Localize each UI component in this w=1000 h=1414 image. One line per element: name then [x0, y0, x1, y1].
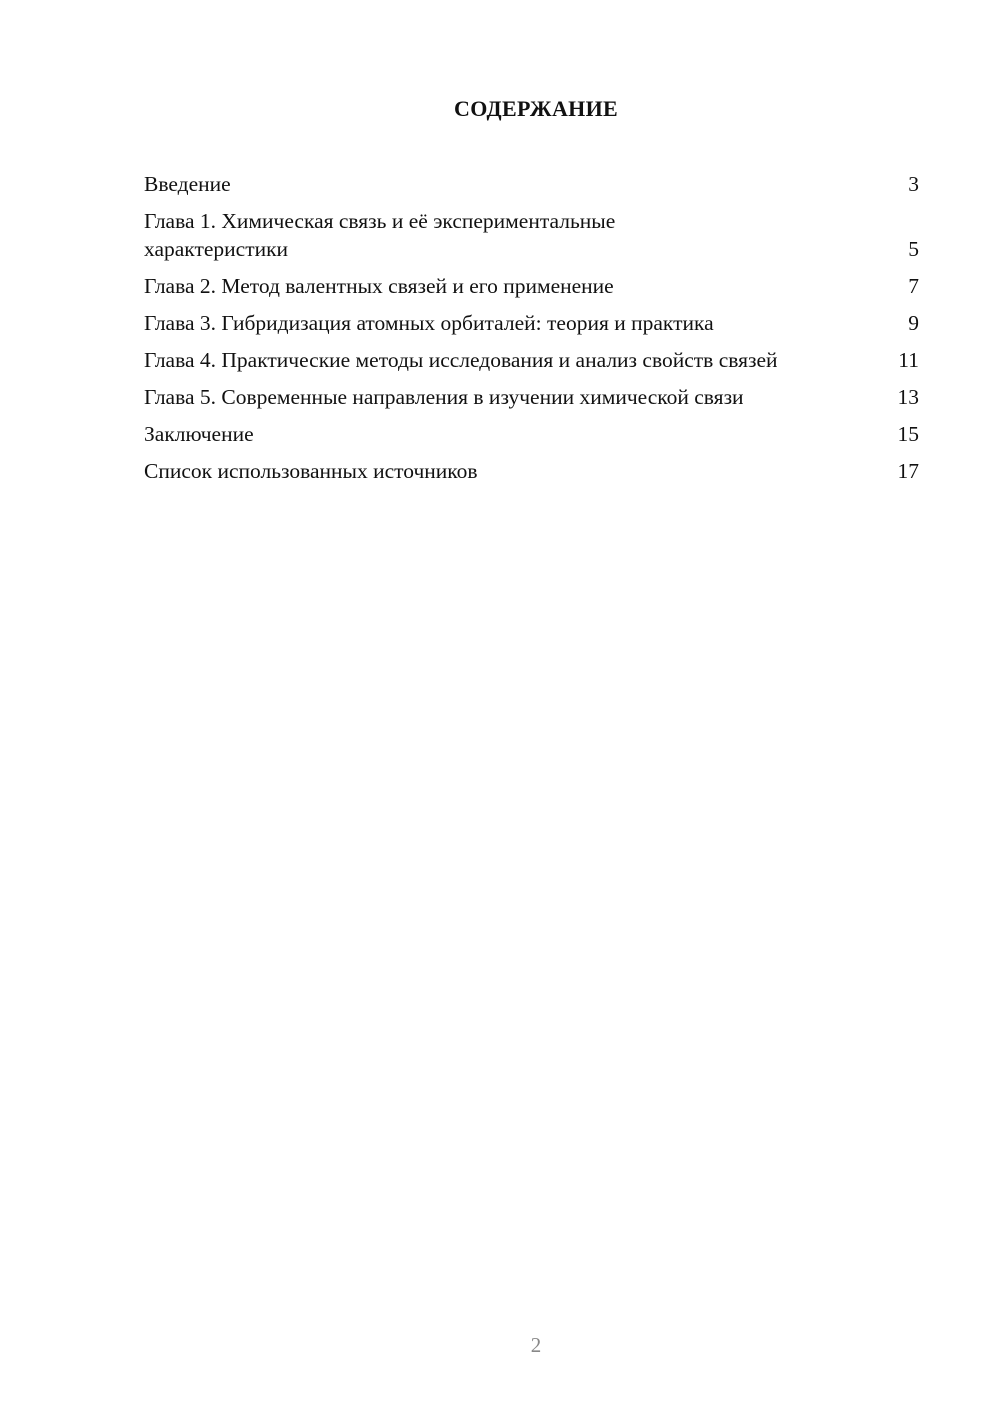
table-of-contents [144, 170, 919, 494]
toc-entry [144, 272, 919, 300]
toc-entry-text: Заключение [144, 422, 254, 446]
toc-entry [144, 309, 919, 337]
toc-entry [144, 383, 919, 411]
toc-entry-page: 13 [897, 385, 919, 409]
toc-entry-text: Введение [144, 172, 231, 196]
toc-entry-page: 15 [897, 422, 919, 446]
page-number: 2 [530, 1333, 542, 1357]
toc-entry-page: 17 [897, 459, 919, 483]
toc-entry-page: 9 [908, 311, 919, 335]
toc-entry-page: 3 [908, 172, 919, 196]
toc-entry-text: Глава 1. Химическая связь и её экспериментальные характеристики [144, 209, 616, 261]
toc-entry [144, 346, 919, 374]
toc-entry-text: Глава 5. Современные направления в изучении химической связи [144, 385, 744, 409]
toc-entry [144, 457, 919, 485]
toc-entry [144, 207, 919, 263]
toc-entry-text: Глава 4. Практические методы исследования и анализ свойств связей [144, 348, 778, 372]
toc-entry-page: 11 [898, 348, 919, 372]
toc-entry-text: Список использованных источников [144, 459, 478, 483]
toc-entry-page: 5 [908, 237, 919, 261]
page-title: СОДЕРЖАНИЕ [454, 96, 618, 121]
toc-entry-page: 7 [908, 274, 919, 298]
toc-entry-text: Глава 3. Гибридизация атомных орбиталей: теория и практика [144, 311, 714, 335]
toc-entry [144, 420, 919, 448]
toc-entry-text: Глава 2. Метод валентных связей и его применение [144, 274, 614, 298]
toc-entry [144, 170, 919, 198]
